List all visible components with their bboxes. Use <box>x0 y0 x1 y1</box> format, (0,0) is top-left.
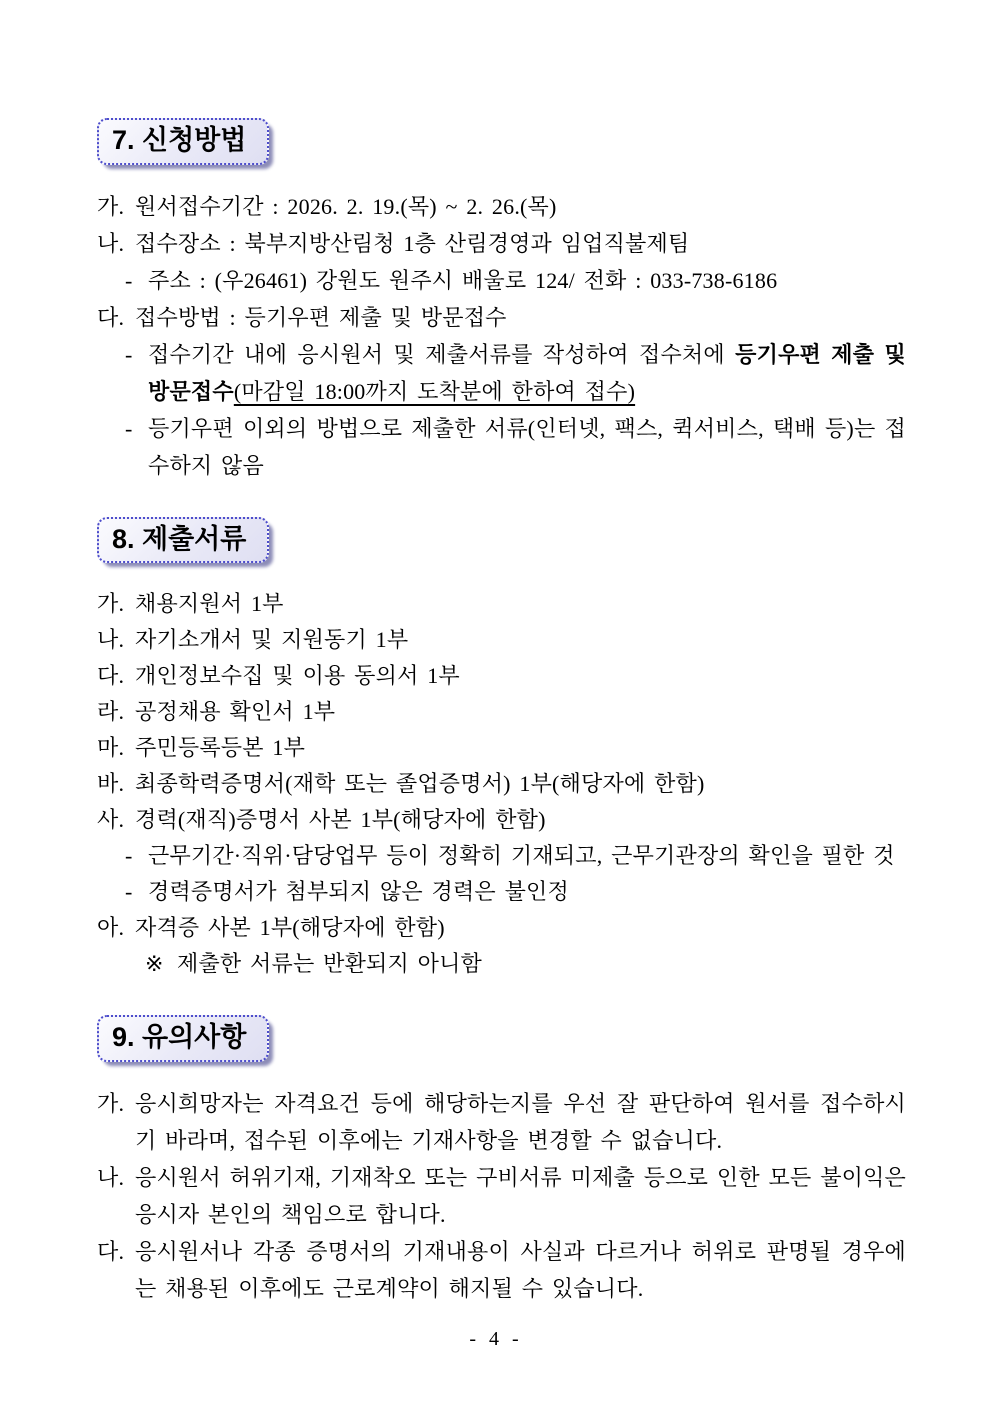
list-text: 제출한 서류는 반환되지 아니함 <box>177 951 482 977</box>
list-marker: 다. <box>97 304 125 330</box>
list-marker: - <box>125 415 133 441</box>
text-segment-bold: 등기우편 제출 및 방문접수 <box>148 341 906 404</box>
list-item <box>97 188 906 225</box>
list-subitem <box>97 838 906 874</box>
list-item <box>97 802 906 838</box>
list-text <box>148 336 906 410</box>
list-text: 원서접수기간 : 2026. 2. 19.(목) ~ 2. 26.(목) <box>135 193 557 219</box>
list-text: 경력(재직)증명서 사본 1부(해당자에 한함) <box>135 807 546 833</box>
list-text: 응시원서 허위기재, 기재착오 또는 구비서류 미제출 등으로 인한 모든 불이익은 응시자 본인의 책임으로 합니다. <box>135 1165 906 1228</box>
list-item <box>97 910 906 946</box>
list-text: 경력증명서가 첨부되지 않은 경력은 불인정 <box>148 879 569 905</box>
reference-mark-icon: ※ <box>145 951 164 977</box>
section-8-heading: 8. 제출서류 <box>97 517 269 564</box>
list-text: 주소 : (우26461) 강원도 원주시 배울로 124/ 전화 : 033-738-6186 <box>148 267 778 293</box>
list-text: 접수장소 : 북부지방산림청 1층 산림경영과 임업직불제팀 <box>135 230 690 256</box>
list-marker: 바. <box>97 771 125 797</box>
list-item <box>97 1233 906 1307</box>
list-marker: 가. <box>97 1091 125 1117</box>
list-item <box>97 299 906 336</box>
page-number: - 4 - <box>469 1328 523 1350</box>
list-marker: 다. <box>97 663 125 689</box>
list-text: 응시희망자는 자격요건 등에 해당하는지를 우선 잘 판단하여 원서를 접수하시기 바라며, 접수된 이후에는 기재사항을 변경할 수 없습니다. <box>135 1091 906 1154</box>
list-marker: 라. <box>97 699 125 725</box>
list-subitem <box>97 410 906 484</box>
section-9 <box>97 1015 906 1307</box>
list-text: 자격증 사본 1부(해당자에 한함) <box>135 915 445 941</box>
list-item <box>97 694 906 730</box>
list-marker: - <box>125 267 133 293</box>
section-9-heading: 9. 유의사항 <box>97 1015 269 1062</box>
list-item <box>97 225 906 262</box>
text-segment-underline: (마감일 18:00까지 도착분에 한하여 접수) <box>233 378 636 404</box>
list-text: 주민등록등본 1부 <box>135 735 306 761</box>
section-7 <box>97 118 906 484</box>
list-text: 개인정보수집 및 이용 동의서 1부 <box>135 663 460 689</box>
list-marker: 사. <box>97 807 125 833</box>
list-marker: 가. <box>97 193 125 219</box>
list-item <box>97 730 906 766</box>
list-note <box>97 946 906 982</box>
list-marker: 다. <box>97 1239 125 1265</box>
list-marker: 아. <box>97 915 125 941</box>
list-marker: 나. <box>97 1165 125 1191</box>
list-text: 등기우편 이외의 방법으로 제출한 서류(인터넷, 팩스, 퀵서비스, 택배 등)는 접수하지 않음 <box>148 415 906 478</box>
list-marker: 나. <box>97 627 125 653</box>
list-text: 최종학력증명서(재학 또는 졸업증명서) 1부(해당자에 한함) <box>135 771 705 797</box>
list-item <box>97 1085 906 1159</box>
list-item <box>97 1159 906 1233</box>
list-text: 자기소개서 및 지원동기 1부 <box>135 627 409 653</box>
list-marker: 마. <box>97 735 125 761</box>
list-item <box>97 586 906 622</box>
list-text: 근무기간·직위·담당업무 등이 정확히 기재되고, 근무기관장의 확인을 필한 것 <box>148 843 895 869</box>
list-item <box>97 766 906 802</box>
list-marker: 가. <box>97 591 125 617</box>
list-subitem <box>97 336 906 410</box>
section-7-heading: 7. 신청방법 <box>97 118 269 165</box>
list-text: 채용지원서 1부 <box>135 591 284 617</box>
list-subitem <box>97 262 906 299</box>
list-text: 응시원서나 각종 증명서의 기재내용이 사실과 다르거나 허위로 판명될 경우에는 채용된 이후에도 근로계약이 해지될 수 있습니다. <box>135 1239 906 1302</box>
list-text: 공정채용 확인서 1부 <box>135 699 336 725</box>
list-marker: - <box>125 341 133 367</box>
list-item <box>97 658 906 694</box>
text-segment: 접수기간 내에 응시원서 및 제출서류를 작성하여 접수처에 <box>148 341 736 367</box>
section-8 <box>97 517 906 983</box>
list-marker: - <box>125 879 133 905</box>
list-text: 접수방법 : 등기우편 제출 및 방문접수 <box>135 304 507 330</box>
list-item <box>97 622 906 658</box>
list-marker: 나. <box>97 230 125 256</box>
list-subitem <box>97 874 906 910</box>
list-marker: - <box>125 843 133 869</box>
